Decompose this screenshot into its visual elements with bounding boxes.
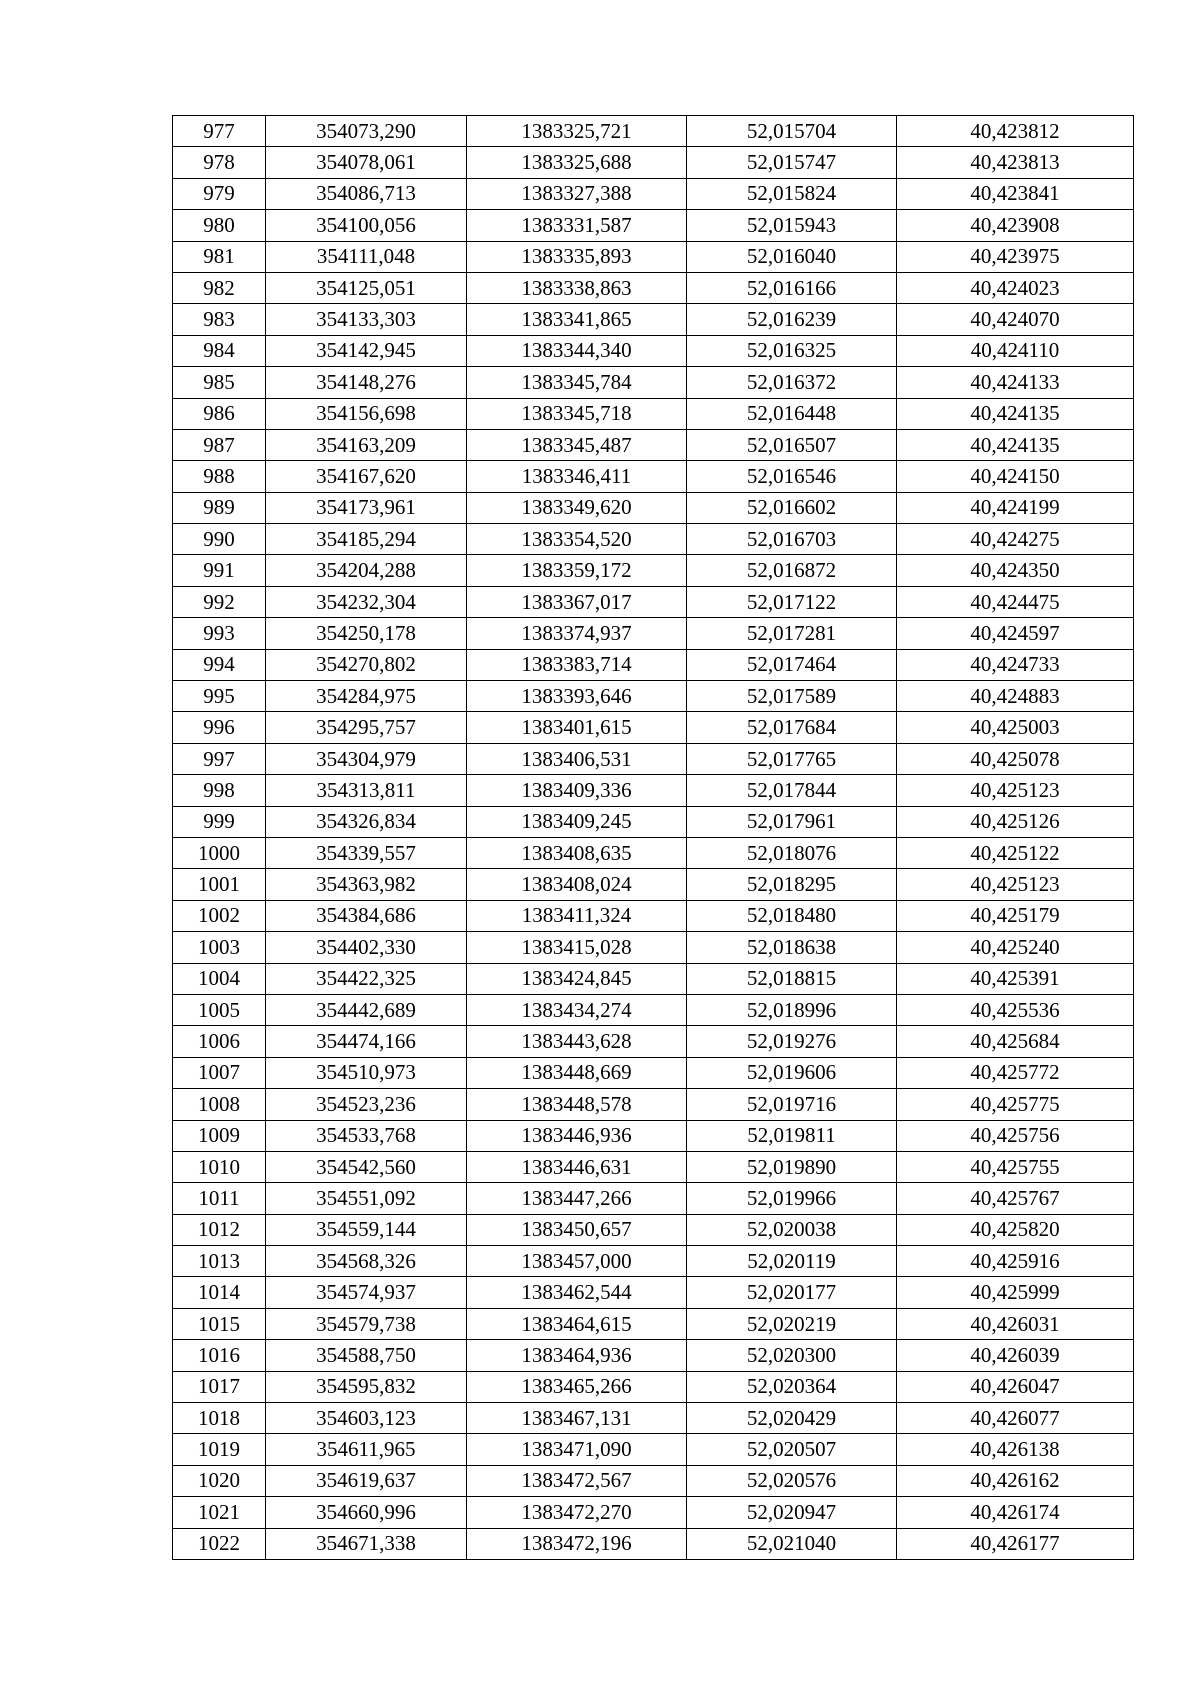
longitude-cell: 40,425756 bbox=[897, 1120, 1134, 1151]
longitude-cell: 40,425767 bbox=[897, 1183, 1134, 1214]
latitude-cell: 52,018996 bbox=[687, 994, 897, 1025]
y-coordinate-cell: 1383443,628 bbox=[467, 1026, 687, 1057]
latitude-cell: 52,020119 bbox=[687, 1246, 897, 1277]
point-number-cell: 1008 bbox=[173, 1089, 266, 1120]
latitude-cell: 52,015704 bbox=[687, 116, 897, 147]
point-number-cell: 1003 bbox=[173, 932, 266, 963]
x-coordinate-cell: 354588,750 bbox=[266, 1340, 467, 1371]
y-coordinate-cell: 1383448,669 bbox=[467, 1057, 687, 1088]
y-coordinate-cell: 1383354,520 bbox=[467, 524, 687, 555]
latitude-cell: 52,016703 bbox=[687, 524, 897, 555]
y-coordinate-cell: 1383338,863 bbox=[467, 272, 687, 303]
y-coordinate-cell: 1383446,631 bbox=[467, 1151, 687, 1182]
longitude-cell: 40,425003 bbox=[897, 712, 1134, 743]
table-row bbox=[173, 712, 1134, 743]
y-coordinate-cell: 1383464,615 bbox=[467, 1308, 687, 1339]
longitude-cell: 40,424199 bbox=[897, 492, 1134, 523]
latitude-cell: 52,016372 bbox=[687, 367, 897, 398]
table-row bbox=[173, 994, 1134, 1025]
y-coordinate-cell: 1383374,937 bbox=[467, 618, 687, 649]
longitude-cell: 40,425775 bbox=[897, 1089, 1134, 1120]
point-number-cell: 1000 bbox=[173, 837, 266, 868]
latitude-cell: 52,018815 bbox=[687, 963, 897, 994]
point-number-cell: 1007 bbox=[173, 1057, 266, 1088]
table-row bbox=[173, 335, 1134, 366]
x-coordinate-cell: 354671,338 bbox=[266, 1528, 467, 1559]
coordinates-table-body bbox=[173, 116, 1134, 1560]
longitude-cell: 40,426077 bbox=[897, 1403, 1134, 1434]
latitude-cell: 52,019716 bbox=[687, 1089, 897, 1120]
latitude-cell: 52,016546 bbox=[687, 461, 897, 492]
longitude-cell: 40,426031 bbox=[897, 1308, 1134, 1339]
x-coordinate-cell: 354422,325 bbox=[266, 963, 467, 994]
longitude-cell: 40,424475 bbox=[897, 586, 1134, 617]
longitude-cell: 40,426039 bbox=[897, 1340, 1134, 1371]
point-number-cell: 1018 bbox=[173, 1403, 266, 1434]
x-coordinate-cell: 354568,326 bbox=[266, 1246, 467, 1277]
y-coordinate-cell: 1383424,845 bbox=[467, 963, 687, 994]
y-coordinate-cell: 1383344,340 bbox=[467, 335, 687, 366]
latitude-cell: 52,021040 bbox=[687, 1528, 897, 1559]
y-coordinate-cell: 1383434,274 bbox=[467, 994, 687, 1025]
x-coordinate-cell: 354167,620 bbox=[266, 461, 467, 492]
point-number-cell: 988 bbox=[173, 461, 266, 492]
table-row bbox=[173, 1214, 1134, 1245]
y-coordinate-cell: 1383409,245 bbox=[467, 806, 687, 837]
x-coordinate-cell: 354232,304 bbox=[266, 586, 467, 617]
longitude-cell: 40,425755 bbox=[897, 1151, 1134, 1182]
latitude-cell: 52,020429 bbox=[687, 1403, 897, 1434]
latitude-cell: 52,019811 bbox=[687, 1120, 897, 1151]
table-row bbox=[173, 869, 1134, 900]
table-row bbox=[173, 586, 1134, 617]
table-row bbox=[173, 1246, 1134, 1277]
x-coordinate-cell: 354111,048 bbox=[266, 241, 467, 272]
longitude-cell: 40,425078 bbox=[897, 743, 1134, 774]
table-row bbox=[173, 1026, 1134, 1057]
longitude-cell: 40,424070 bbox=[897, 304, 1134, 335]
point-number-cell: 1015 bbox=[173, 1308, 266, 1339]
table-row bbox=[173, 241, 1134, 272]
x-coordinate-cell: 354559,144 bbox=[266, 1214, 467, 1245]
x-coordinate-cell: 354148,276 bbox=[266, 367, 467, 398]
point-number-cell: 1022 bbox=[173, 1528, 266, 1559]
y-coordinate-cell: 1383406,531 bbox=[467, 743, 687, 774]
longitude-cell: 40,425536 bbox=[897, 994, 1134, 1025]
longitude-cell: 40,426138 bbox=[897, 1434, 1134, 1465]
longitude-cell: 40,426174 bbox=[897, 1497, 1134, 1528]
x-coordinate-cell: 354619,637 bbox=[266, 1465, 467, 1496]
latitude-cell: 52,018638 bbox=[687, 932, 897, 963]
latitude-cell: 52,018295 bbox=[687, 869, 897, 900]
point-number-cell: 1014 bbox=[173, 1277, 266, 1308]
point-number-cell: 1004 bbox=[173, 963, 266, 994]
latitude-cell: 52,019276 bbox=[687, 1026, 897, 1057]
table-row bbox=[173, 1089, 1134, 1120]
longitude-cell: 40,423908 bbox=[897, 210, 1134, 241]
y-coordinate-cell: 1383349,620 bbox=[467, 492, 687, 523]
y-coordinate-cell: 1383448,578 bbox=[467, 1089, 687, 1120]
latitude-cell: 52,017589 bbox=[687, 681, 897, 712]
point-number-cell: 984 bbox=[173, 335, 266, 366]
longitude-cell: 40,424883 bbox=[897, 681, 1134, 712]
longitude-cell: 40,426162 bbox=[897, 1465, 1134, 1496]
point-number-cell: 994 bbox=[173, 649, 266, 680]
x-coordinate-cell: 354595,832 bbox=[266, 1371, 467, 1402]
x-coordinate-cell: 354442,689 bbox=[266, 994, 467, 1025]
longitude-cell: 40,423813 bbox=[897, 147, 1134, 178]
point-number-cell: 1019 bbox=[173, 1434, 266, 1465]
y-coordinate-cell: 1383408,024 bbox=[467, 869, 687, 900]
x-coordinate-cell: 354142,945 bbox=[266, 335, 467, 366]
latitude-cell: 52,018076 bbox=[687, 837, 897, 868]
table-row bbox=[173, 116, 1134, 147]
latitude-cell: 52,020038 bbox=[687, 1214, 897, 1245]
latitude-cell: 52,016602 bbox=[687, 492, 897, 523]
x-coordinate-cell: 354384,686 bbox=[266, 900, 467, 931]
y-coordinate-cell: 1383464,936 bbox=[467, 1340, 687, 1371]
table-row bbox=[173, 649, 1134, 680]
point-number-cell: 1013 bbox=[173, 1246, 266, 1277]
point-number-cell: 1020 bbox=[173, 1465, 266, 1496]
table-row bbox=[173, 963, 1134, 994]
latitude-cell: 52,016507 bbox=[687, 429, 897, 460]
point-number-cell: 1016 bbox=[173, 1340, 266, 1371]
x-coordinate-cell: 354100,056 bbox=[266, 210, 467, 241]
table-row bbox=[173, 806, 1134, 837]
longitude-cell: 40,424275 bbox=[897, 524, 1134, 555]
y-coordinate-cell: 1383462,544 bbox=[467, 1277, 687, 1308]
point-number-cell: 980 bbox=[173, 210, 266, 241]
longitude-cell: 40,425123 bbox=[897, 775, 1134, 806]
y-coordinate-cell: 1383472,196 bbox=[467, 1528, 687, 1559]
y-coordinate-cell: 1383450,657 bbox=[467, 1214, 687, 1245]
x-coordinate-cell: 354474,166 bbox=[266, 1026, 467, 1057]
y-coordinate-cell: 1383472,270 bbox=[467, 1497, 687, 1528]
y-coordinate-cell: 1383472,567 bbox=[467, 1465, 687, 1496]
longitude-cell: 40,424733 bbox=[897, 649, 1134, 680]
point-number-cell: 999 bbox=[173, 806, 266, 837]
point-number-cell: 978 bbox=[173, 147, 266, 178]
latitude-cell: 52,017281 bbox=[687, 618, 897, 649]
table-row bbox=[173, 743, 1134, 774]
latitude-cell: 52,016448 bbox=[687, 398, 897, 429]
point-number-cell: 987 bbox=[173, 429, 266, 460]
table-row bbox=[173, 1308, 1134, 1339]
x-coordinate-cell: 354326,834 bbox=[266, 806, 467, 837]
table-row bbox=[173, 1403, 1134, 1434]
table-row bbox=[173, 681, 1134, 712]
point-number-cell: 1005 bbox=[173, 994, 266, 1025]
point-number-cell: 992 bbox=[173, 586, 266, 617]
table-row bbox=[173, 618, 1134, 649]
latitude-cell: 52,016325 bbox=[687, 335, 897, 366]
latitude-cell: 52,016872 bbox=[687, 555, 897, 586]
longitude-cell: 40,423975 bbox=[897, 241, 1134, 272]
point-number-cell: 985 bbox=[173, 367, 266, 398]
point-number-cell: 979 bbox=[173, 178, 266, 209]
latitude-cell: 52,020300 bbox=[687, 1340, 897, 1371]
y-coordinate-cell: 1383331,587 bbox=[467, 210, 687, 241]
x-coordinate-cell: 354339,557 bbox=[266, 837, 467, 868]
table-row bbox=[173, 1465, 1134, 1496]
point-number-cell: 997 bbox=[173, 743, 266, 774]
x-coordinate-cell: 354250,178 bbox=[266, 618, 467, 649]
latitude-cell: 52,020507 bbox=[687, 1434, 897, 1465]
longitude-cell: 40,425684 bbox=[897, 1026, 1134, 1057]
x-coordinate-cell: 354533,768 bbox=[266, 1120, 467, 1151]
y-coordinate-cell: 1383408,635 bbox=[467, 837, 687, 868]
table-row bbox=[173, 147, 1134, 178]
point-number-cell: 1010 bbox=[173, 1151, 266, 1182]
point-number-cell: 989 bbox=[173, 492, 266, 523]
point-number-cell: 1012 bbox=[173, 1214, 266, 1245]
table-row bbox=[173, 304, 1134, 335]
x-coordinate-cell: 354078,061 bbox=[266, 147, 467, 178]
table-row bbox=[173, 1497, 1134, 1528]
point-number-cell: 1001 bbox=[173, 869, 266, 900]
longitude-cell: 40,424023 bbox=[897, 272, 1134, 303]
longitude-cell: 40,424597 bbox=[897, 618, 1134, 649]
longitude-cell: 40,425122 bbox=[897, 837, 1134, 868]
y-coordinate-cell: 1383383,714 bbox=[467, 649, 687, 680]
longitude-cell: 40,426177 bbox=[897, 1528, 1134, 1559]
y-coordinate-cell: 1383409,336 bbox=[467, 775, 687, 806]
longitude-cell: 40,425179 bbox=[897, 900, 1134, 931]
table-row bbox=[173, 1371, 1134, 1402]
latitude-cell: 52,017464 bbox=[687, 649, 897, 680]
x-coordinate-cell: 354173,961 bbox=[266, 492, 467, 523]
point-number-cell: 1002 bbox=[173, 900, 266, 931]
table-row bbox=[173, 1434, 1134, 1465]
table-row bbox=[173, 555, 1134, 586]
latitude-cell: 52,020364 bbox=[687, 1371, 897, 1402]
table-row bbox=[173, 429, 1134, 460]
table-row bbox=[173, 1528, 1134, 1559]
point-number-cell: 1011 bbox=[173, 1183, 266, 1214]
table-row bbox=[173, 178, 1134, 209]
y-coordinate-cell: 1383367,017 bbox=[467, 586, 687, 617]
point-number-cell: 982 bbox=[173, 272, 266, 303]
latitude-cell: 52,020219 bbox=[687, 1308, 897, 1339]
latitude-cell: 52,020177 bbox=[687, 1277, 897, 1308]
latitude-cell: 52,019890 bbox=[687, 1151, 897, 1182]
table-row bbox=[173, 932, 1134, 963]
x-coordinate-cell: 354295,757 bbox=[266, 712, 467, 743]
y-coordinate-cell: 1383335,893 bbox=[467, 241, 687, 272]
table-row bbox=[173, 210, 1134, 241]
table-row bbox=[173, 900, 1134, 931]
table-row bbox=[173, 775, 1134, 806]
y-coordinate-cell: 1383359,172 bbox=[467, 555, 687, 586]
point-number-cell: 1009 bbox=[173, 1120, 266, 1151]
point-number-cell: 996 bbox=[173, 712, 266, 743]
y-coordinate-cell: 1383325,721 bbox=[467, 116, 687, 147]
x-coordinate-cell: 354270,802 bbox=[266, 649, 467, 680]
point-number-cell: 995 bbox=[173, 681, 266, 712]
table-row bbox=[173, 272, 1134, 303]
x-coordinate-cell: 354660,996 bbox=[266, 1497, 467, 1528]
latitude-cell: 52,016166 bbox=[687, 272, 897, 303]
x-coordinate-cell: 354510,973 bbox=[266, 1057, 467, 1088]
table-row bbox=[173, 1340, 1134, 1371]
longitude-cell: 40,425820 bbox=[897, 1214, 1134, 1245]
y-coordinate-cell: 1383327,388 bbox=[467, 178, 687, 209]
point-number-cell: 1006 bbox=[173, 1026, 266, 1057]
longitude-cell: 40,423812 bbox=[897, 116, 1134, 147]
longitude-cell: 40,425916 bbox=[897, 1246, 1134, 1277]
longitude-cell: 40,424135 bbox=[897, 398, 1134, 429]
x-coordinate-cell: 354542,560 bbox=[266, 1151, 467, 1182]
longitude-cell: 40,425240 bbox=[897, 932, 1134, 963]
table-row bbox=[173, 1277, 1134, 1308]
table-row bbox=[173, 367, 1134, 398]
y-coordinate-cell: 1383467,131 bbox=[467, 1403, 687, 1434]
point-number-cell: 1021 bbox=[173, 1497, 266, 1528]
y-coordinate-cell: 1383345,718 bbox=[467, 398, 687, 429]
x-coordinate-cell: 354156,698 bbox=[266, 398, 467, 429]
x-coordinate-cell: 354551,092 bbox=[266, 1183, 467, 1214]
x-coordinate-cell: 354185,294 bbox=[266, 524, 467, 555]
table-row bbox=[173, 837, 1134, 868]
table-row bbox=[173, 524, 1134, 555]
point-number-cell: 983 bbox=[173, 304, 266, 335]
latitude-cell: 52,015824 bbox=[687, 178, 897, 209]
x-coordinate-cell: 354523,236 bbox=[266, 1089, 467, 1120]
y-coordinate-cell: 1383415,028 bbox=[467, 932, 687, 963]
x-coordinate-cell: 354574,937 bbox=[266, 1277, 467, 1308]
longitude-cell: 40,425772 bbox=[897, 1057, 1134, 1088]
longitude-cell: 40,425123 bbox=[897, 869, 1134, 900]
y-coordinate-cell: 1383325,688 bbox=[467, 147, 687, 178]
x-coordinate-cell: 354603,123 bbox=[266, 1403, 467, 1434]
latitude-cell: 52,017765 bbox=[687, 743, 897, 774]
x-coordinate-cell: 354073,290 bbox=[266, 116, 467, 147]
x-coordinate-cell: 354284,975 bbox=[266, 681, 467, 712]
longitude-cell: 40,424150 bbox=[897, 461, 1134, 492]
point-number-cell: 993 bbox=[173, 618, 266, 649]
y-coordinate-cell: 1383411,324 bbox=[467, 900, 687, 931]
latitude-cell: 52,020576 bbox=[687, 1465, 897, 1496]
x-coordinate-cell: 354204,288 bbox=[266, 555, 467, 586]
x-coordinate-cell: 354363,982 bbox=[266, 869, 467, 900]
y-coordinate-cell: 1383345,784 bbox=[467, 367, 687, 398]
y-coordinate-cell: 1383446,936 bbox=[467, 1120, 687, 1151]
y-coordinate-cell: 1383346,411 bbox=[467, 461, 687, 492]
latitude-cell: 52,015943 bbox=[687, 210, 897, 241]
x-coordinate-cell: 354313,811 bbox=[266, 775, 467, 806]
x-coordinate-cell: 354125,051 bbox=[266, 272, 467, 303]
latitude-cell: 52,019606 bbox=[687, 1057, 897, 1088]
longitude-cell: 40,425999 bbox=[897, 1277, 1134, 1308]
longitude-cell: 40,424350 bbox=[897, 555, 1134, 586]
longitude-cell: 40,425391 bbox=[897, 963, 1134, 994]
y-coordinate-cell: 1383393,646 bbox=[467, 681, 687, 712]
y-coordinate-cell: 1383471,090 bbox=[467, 1434, 687, 1465]
latitude-cell: 52,019966 bbox=[687, 1183, 897, 1214]
longitude-cell: 40,423841 bbox=[897, 178, 1134, 209]
y-coordinate-cell: 1383447,266 bbox=[467, 1183, 687, 1214]
table-row bbox=[173, 1120, 1134, 1151]
y-coordinate-cell: 1383457,000 bbox=[467, 1246, 687, 1277]
point-number-cell: 990 bbox=[173, 524, 266, 555]
x-coordinate-cell: 354579,738 bbox=[266, 1308, 467, 1339]
table-row bbox=[173, 1183, 1134, 1214]
latitude-cell: 52,020947 bbox=[687, 1497, 897, 1528]
y-coordinate-cell: 1383341,865 bbox=[467, 304, 687, 335]
point-number-cell: 977 bbox=[173, 116, 266, 147]
x-coordinate-cell: 354611,965 bbox=[266, 1434, 467, 1465]
latitude-cell: 52,018480 bbox=[687, 900, 897, 931]
latitude-cell: 52,015747 bbox=[687, 147, 897, 178]
table-row bbox=[173, 492, 1134, 523]
y-coordinate-cell: 1383465,266 bbox=[467, 1371, 687, 1402]
y-coordinate-cell: 1383345,487 bbox=[467, 429, 687, 460]
point-number-cell: 986 bbox=[173, 398, 266, 429]
point-number-cell: 981 bbox=[173, 241, 266, 272]
x-coordinate-cell: 354402,330 bbox=[266, 932, 467, 963]
latitude-cell: 52,017844 bbox=[687, 775, 897, 806]
table-row bbox=[173, 461, 1134, 492]
table-row bbox=[173, 1151, 1134, 1182]
table-row bbox=[173, 1057, 1134, 1088]
y-coordinate-cell: 1383401,615 bbox=[467, 712, 687, 743]
table-row bbox=[173, 398, 1134, 429]
longitude-cell: 40,425126 bbox=[897, 806, 1134, 837]
longitude-cell: 40,424110 bbox=[897, 335, 1134, 366]
x-coordinate-cell: 354086,713 bbox=[266, 178, 467, 209]
latitude-cell: 52,017961 bbox=[687, 806, 897, 837]
longitude-cell: 40,424133 bbox=[897, 367, 1134, 398]
latitude-cell: 52,016239 bbox=[687, 304, 897, 335]
latitude-cell: 52,017684 bbox=[687, 712, 897, 743]
longitude-cell: 40,426047 bbox=[897, 1371, 1134, 1402]
x-coordinate-cell: 354133,303 bbox=[266, 304, 467, 335]
longitude-cell: 40,424135 bbox=[897, 429, 1134, 460]
point-number-cell: 1017 bbox=[173, 1371, 266, 1402]
coordinates-table bbox=[172, 115, 1134, 1560]
x-coordinate-cell: 354163,209 bbox=[266, 429, 467, 460]
latitude-cell: 52,016040 bbox=[687, 241, 897, 272]
x-coordinate-cell: 354304,979 bbox=[266, 743, 467, 774]
latitude-cell: 52,017122 bbox=[687, 586, 897, 617]
point-number-cell: 991 bbox=[173, 555, 266, 586]
point-number-cell: 998 bbox=[173, 775, 266, 806]
